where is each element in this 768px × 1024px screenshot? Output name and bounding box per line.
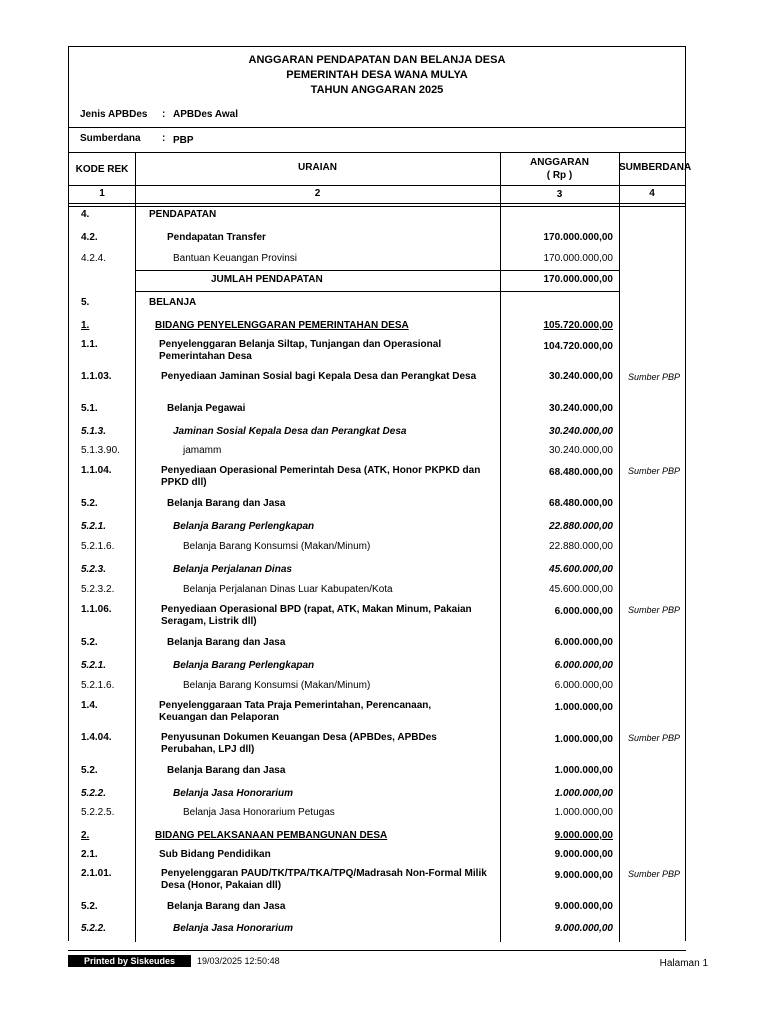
- col-number-4: 4: [649, 188, 655, 199]
- row-code: 5.2.2.: [81, 923, 107, 934]
- row-description: Penyediaan Operasional Pemerintah Desa (ATK, Honor PKPKD dan PPKD dll): [161, 465, 481, 488]
- row-amount: 6.000.000,00: [554, 660, 613, 671]
- row-description: BIDANG PELAKSANAAN PEMBANGUNAN DESA: [155, 830, 388, 841]
- report-subtitle-year: TAHUN ANGGARAN 2025: [310, 84, 444, 96]
- printed-by-badge: Printed by Siskeudes: [68, 955, 191, 967]
- col-number-1: 1: [99, 188, 105, 199]
- row-amount: 170.000.000,00: [543, 232, 613, 243]
- row-description: Jaminan Sosial Kepala Desa dan Perangkat Desa: [173, 426, 407, 437]
- jenis-apbdes-sep: :: [162, 109, 166, 120]
- row-code: 5.2.2.: [81, 788, 107, 799]
- row-description: JUMLAH PENDAPATAN: [211, 274, 323, 285]
- row-description: Sub Bidang Pendidikan: [159, 849, 271, 860]
- row-amount: 30.240.000,00: [549, 371, 613, 382]
- report-frame: [68, 46, 692, 941]
- row-description: Pendapatan Transfer: [167, 232, 266, 243]
- row-description: Belanja Barang Konsumsi (Makan/Minum): [183, 541, 371, 552]
- row-description: Belanja Jasa Honorarium Petugas: [183, 807, 335, 818]
- row-description: Belanja Perjalanan Dinas Luar Kabupaten/Kota: [183, 584, 393, 595]
- row-code: 1.: [81, 320, 90, 331]
- row-amount: 68.480.000,00: [549, 498, 613, 509]
- divider: [69, 203, 685, 204]
- divider: [69, 206, 685, 207]
- col-anggaran: ANGGARAN: [530, 157, 589, 168]
- row-description: Belanja Barang Perlengkapan: [173, 521, 315, 532]
- row-description: Belanja Barang dan Jasa: [167, 901, 286, 912]
- col-number-2: 2: [314, 188, 321, 199]
- row-code: 1.4.04.: [81, 732, 112, 743]
- row-code: 5.2.1.: [81, 660, 107, 671]
- col-number-3: 3: [556, 189, 563, 200]
- row-amount: 170.000.000,00: [543, 274, 613, 285]
- row-description: Penyusunan Dokumen Keuangan Desa (APBDes, APBDes Perubahan, LPJ dll): [161, 732, 437, 755]
- row-amount: 30.240.000,00: [549, 445, 613, 456]
- row-description: Belanja Barang dan Jasa: [167, 765, 286, 776]
- col-kode-rek: KODE REK: [75, 164, 129, 175]
- row-source: Sumber PBP: [627, 466, 681, 476]
- row-description: PENDAPATAN: [149, 209, 217, 220]
- col-uraian: URAIAN: [298, 162, 337, 173]
- print-timestamp: 19/03/2025 12:50:48: [197, 956, 280, 966]
- row-code: 2.: [81, 830, 90, 841]
- jenis-apbdes-value: APBDes Awal: [173, 109, 239, 120]
- col-anggaran-unit: ( Rp ): [546, 170, 573, 181]
- row-code: 1.4.: [81, 700, 98, 711]
- row-amount: 45.600.000,00: [549, 564, 613, 575]
- row-code: 4.: [81, 209, 90, 220]
- row-amount: 22.880.000,00: [549, 521, 613, 532]
- row-code: 5.1.3.: [81, 426, 107, 437]
- row-description: Penyediaan Jaminan Sosial bagi Kepala Desa dan Perangkat Desa: [161, 371, 477, 382]
- row-amount: 170.000.000,00: [543, 253, 613, 264]
- report-title: ANGGARAN PENDAPATAN DAN BELANJA DESA: [248, 54, 506, 66]
- row-description: Belanja Perjalanan Dinas: [173, 564, 292, 575]
- row-amount: 104.720.000,00: [543, 341, 613, 352]
- row-description: Belanja Jasa Honorarium: [173, 788, 294, 799]
- row-description: Penyelenggaran Belanja Siltap, Tunjangan dan Operasional Pemerintahan Desa: [159, 339, 442, 362]
- divider: [69, 127, 685, 128]
- row-amount: 1.000.000,00: [554, 702, 613, 713]
- row-code: 5.2.: [81, 637, 98, 648]
- row-amount: 6.000.000,00: [554, 606, 613, 617]
- row-code: 4.2.4.: [81, 253, 107, 264]
- row-description: BIDANG PENYELENGGARAN PEMERINTAHAN DESA: [155, 320, 409, 331]
- footer-rule: [68, 950, 686, 951]
- page-number: Halaman 1: [659, 958, 708, 969]
- sumberdana-label: Sumberdana: [80, 133, 141, 144]
- row-code: 4.2.: [81, 232, 98, 243]
- row-code: 5.1.: [81, 403, 98, 414]
- sumberdana-sep: :: [162, 133, 166, 144]
- row-code: 5.: [81, 297, 90, 308]
- row-amount: 68.480.000,00: [549, 467, 613, 478]
- row-amount: 1.000.000,00: [554, 807, 613, 818]
- row-description: Belanja Barang dan Jasa: [167, 498, 286, 509]
- row-code: 1.1.03.: [81, 371, 112, 382]
- row-code: 5.2.1.6.: [81, 680, 115, 691]
- row-amount: 6.000.000,00: [554, 680, 613, 691]
- row-description: Penyelenggaraan Tata Praja Pemerintahan, Perencanaan, Keuangan dan Pelaporan: [159, 700, 432, 723]
- row-description: Belanja Barang Konsumsi (Makan/Minum): [183, 680, 371, 691]
- row-description: Penyediaan Operasional BPD (rapat, ATK, Makan Minum, Pakaian Seragam, Listrik dll): [161, 604, 472, 627]
- row-code: 5.2.: [81, 901, 98, 912]
- row-code: 1.1.04.: [81, 465, 112, 476]
- row-amount: 9.000.000,00: [554, 901, 613, 912]
- row-description: Belanja Barang Perlengkapan: [173, 660, 315, 671]
- row-code: 5.2.: [81, 498, 98, 509]
- row-code: 5.2.1.6.: [81, 541, 115, 552]
- row-code: 5.2.3.2.: [81, 584, 115, 595]
- row-source: Sumber PBP: [627, 605, 681, 615]
- row-description: BELANJA: [149, 297, 197, 308]
- divider: [69, 185, 685, 186]
- row-amount: 9.000.000,00: [554, 870, 613, 881]
- row-source: Sumber PBP: [627, 869, 681, 879]
- row-code: 5.2.: [81, 765, 98, 776]
- row-amount: 45.600.000,00: [549, 584, 613, 595]
- row-source: Sumber PBP: [627, 372, 681, 382]
- row-description: Belanja Jasa Honorarium: [173, 923, 294, 934]
- row-code: 2.1.: [81, 849, 98, 860]
- row-amount: 30.240.000,00: [549, 403, 613, 414]
- report-subtitle-village: PEMERINTAH DESA WANA MULYA: [286, 69, 468, 81]
- row-code: 1.1.06.: [81, 604, 112, 615]
- row-description: jamamm: [183, 445, 222, 456]
- row-description: Bantuan Keuangan Provinsi: [173, 253, 297, 264]
- row-code: 2.1.01.: [81, 868, 112, 879]
- row-description: Belanja Pegawai: [167, 403, 246, 414]
- row-amount: 1.000.000,00: [554, 765, 613, 776]
- row-amount: 1.000.000,00: [554, 788, 613, 799]
- row-amount: 22.880.000,00: [549, 541, 613, 552]
- row-amount: 30.240.000,00: [549, 426, 613, 437]
- sumberdana-value: PBP: [173, 135, 194, 146]
- row-source: Sumber PBP: [627, 733, 681, 743]
- row-amount: 9.000.000,00: [554, 923, 613, 934]
- jenis-apbdes-label: Jenis APBDes: [80, 109, 148, 120]
- row-code: 5.2.3.: [81, 564, 107, 575]
- row-description: Penyelenggaran PAUD/TK/TPA/TKA/TPQ/Madrasah Non-Formal Milik Desa (Honor, Pakaian dll): [161, 868, 487, 891]
- row-description: Belanja Barang dan Jasa: [167, 637, 286, 648]
- row-amount: 9.000.000,00: [554, 830, 613, 841]
- row-amount: 6.000.000,00: [554, 637, 613, 648]
- row-code: 5.2.1.: [81, 521, 107, 532]
- row-amount: 9.000.000,00: [554, 849, 613, 860]
- row-amount: 1.000.000,00: [554, 734, 613, 745]
- row-amount: 105.720.000,00: [543, 320, 613, 331]
- row-code: 1.1.: [81, 339, 98, 350]
- divider: [69, 152, 685, 153]
- col-sumberdana: SUMBERDANA: [619, 162, 692, 173]
- row-code: 5.1.3.90.: [81, 445, 120, 456]
- row-code: 5.2.2.5.: [81, 807, 115, 818]
